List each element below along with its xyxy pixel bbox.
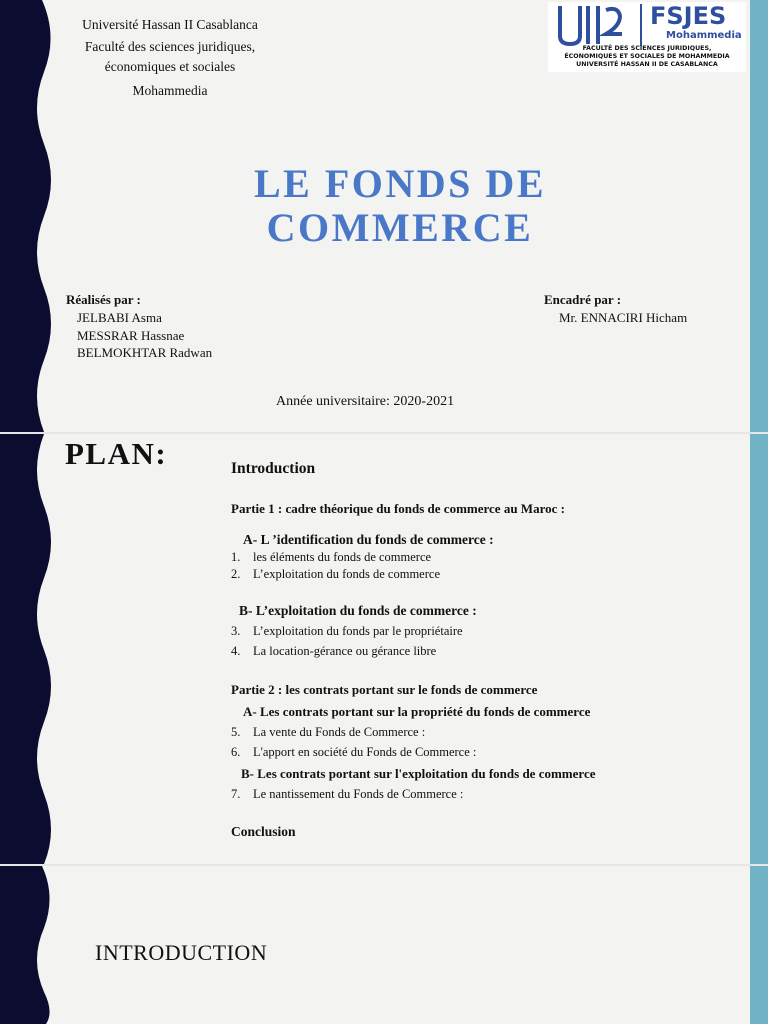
- list-item-number: 1.: [231, 550, 241, 564]
- author-1: JELBABI Asma: [77, 310, 162, 325]
- teal-side-bar: [750, 866, 768, 1024]
- list-item: [231, 725, 425, 740]
- teal-side-bar: [750, 434, 768, 864]
- encadre-label: Encadré par :: [544, 292, 622, 307]
- list-item-number: 5.: [231, 725, 241, 739]
- main-title-line-2: COMMERCE: [266, 205, 534, 250]
- cover-slide: [0, 0, 768, 432]
- university-header: [40, 14, 300, 102]
- realises-label: Réalisés par :: [66, 292, 141, 307]
- list-item-number: 6.: [231, 745, 241, 759]
- list-item: [231, 644, 436, 659]
- plan-introduction: Introduction: [231, 460, 316, 477]
- list-item-text: L'apport en société du Fonds de Commerce :: [253, 745, 477, 759]
- list-item: [231, 787, 463, 802]
- logo-caption-line-1: FACULTÉ DES SCIENCES JURIDIQUES,: [582, 45, 712, 52]
- list-item-text: La vente du Fonds de Commerce :: [253, 725, 426, 739]
- plan-part2-section-a: A- Les contrats portant sur la propriété du fonds de commerce: [243, 704, 591, 719]
- author-2: MESSRAR Hassnae: [77, 327, 185, 343]
- plan-part2-section-b: B- Les contrats portant sur l'exploitation du fonds de commerce: [241, 766, 596, 781]
- logo-caption: [548, 45, 746, 69]
- supervisor-name: Mr. ENNACIRI Hicham: [559, 310, 688, 325]
- plan-partie-2: Partie 2 : les contrats portant sur le fonds de commerce: [231, 682, 538, 697]
- teal-side-bar: [750, 0, 768, 432]
- author-list: [77, 309, 212, 362]
- logo-caption-line-2: ÉCONOMIQUES ET SOCIALES DE MOHAMMEDIA: [564, 53, 730, 60]
- logo-caption-line-3: UNIVERSITÉ HASSAN II DE CASABLANCA: [576, 61, 718, 68]
- wave-border-decoration: [0, 866, 70, 1024]
- list-item: [231, 550, 431, 565]
- university-name: Université Hassan II Casablanca: [82, 17, 258, 32]
- list-item-number: 3.: [231, 624, 241, 638]
- list-item-text: La location-gérance ou gérance libre: [253, 644, 437, 658]
- list-item-text: Le nantissement du Fonds de Commerce :: [253, 787, 464, 801]
- fsjes-logo: [548, 2, 746, 72]
- list-item-number: 2.: [231, 567, 241, 581]
- list-item-text: L’exploitation du fonds de commerce: [253, 567, 440, 581]
- list-item: [231, 567, 440, 582]
- list-item: [231, 745, 476, 760]
- wave-border-decoration: [0, 434, 70, 864]
- list-item-text: les éléments du fonds de commerce: [253, 550, 432, 564]
- plan-title: PLAN:: [65, 436, 168, 471]
- logo-sub: Mohammedia: [666, 30, 742, 41]
- city: Mohammedia: [132, 83, 208, 98]
- plan-partie-1: Partie 1 : cadre théorique du fonds de commerce au Maroc :: [231, 501, 565, 516]
- plan-part1-section-a: A- L ’identification du fonds de commerce :: [243, 532, 494, 547]
- faculty-line-2: économiques et sociales: [104, 59, 236, 74]
- logo-brand: FSJES: [650, 2, 727, 30]
- main-title: [150, 162, 650, 250]
- list-item: [231, 624, 463, 639]
- list-item-number: 7.: [231, 787, 241, 801]
- academic-year: Année universitaire: 2020-2021: [276, 394, 455, 409]
- plan-part1-section-b: B- L’exploitation du fonds de commerce :: [239, 603, 477, 618]
- author-3: BELMOKHTAR Radwan: [77, 345, 213, 360]
- list-item-text: L’exploitation du fonds par le propriétaire: [253, 624, 463, 638]
- main-title-line-1: LE FONDS DE: [254, 161, 546, 206]
- introduction-title: INTRODUCTION: [95, 940, 268, 965]
- list-item-number: 4.: [231, 644, 241, 658]
- plan-conclusion: Conclusion: [231, 824, 296, 839]
- faculty-line-1: Faculté des sciences juridiques,: [84, 39, 256, 54]
